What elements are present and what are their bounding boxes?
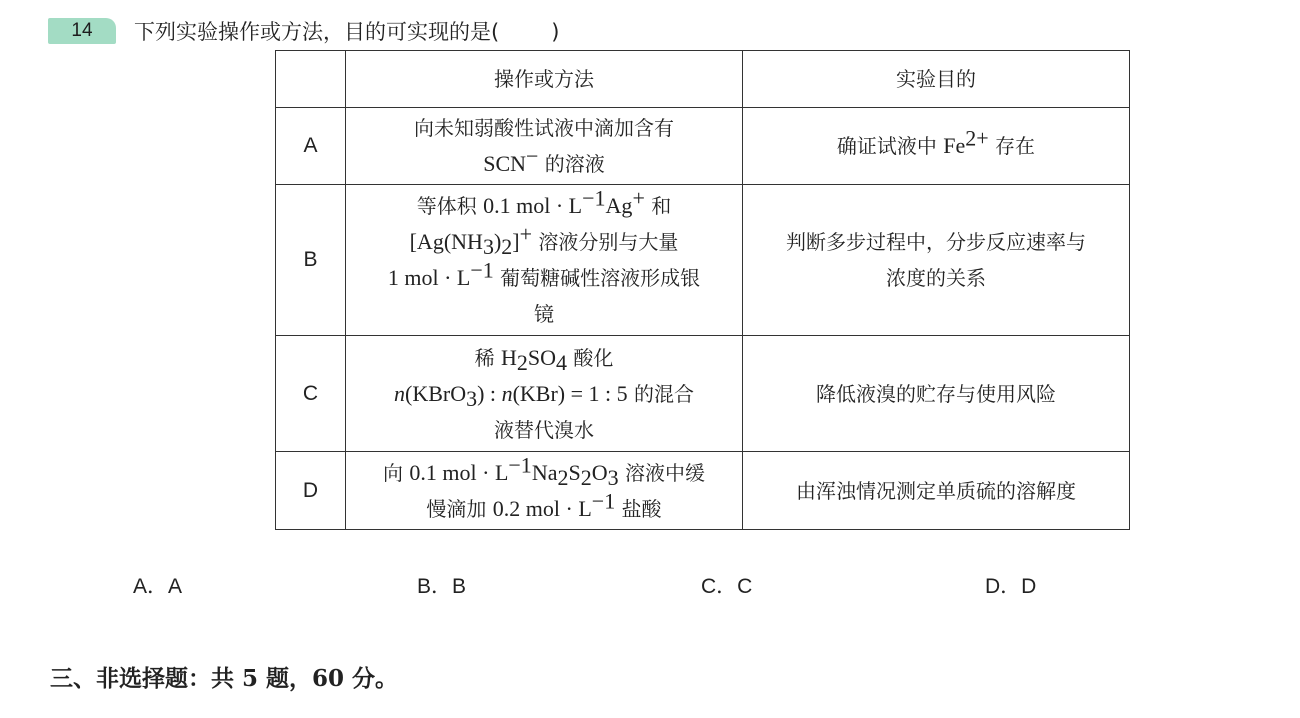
operation-line: $[Ag(NH_3)_2]^+$ 溶液分别与大量 xyxy=(409,221,679,259)
question-number-badge: 14 xyxy=(48,18,116,44)
option-c[interactable]: C．C xyxy=(701,575,753,598)
purpose-cell: 由浑浊情况测定单质硫的溶解度 xyxy=(743,452,1130,530)
option-d[interactable]: D．D xyxy=(985,575,1037,598)
question-stem-text: 下列实验操作或方法，目的可实现的是( xyxy=(134,20,500,44)
purpose-cell: 降低液溴的贮存与使用风险 xyxy=(743,336,1130,452)
row-label: A xyxy=(276,108,346,185)
table-row xyxy=(276,108,1130,185)
row-label: B xyxy=(276,185,346,336)
question-stem-end: ) xyxy=(551,20,560,44)
operation-line: 液替代溴水 xyxy=(494,417,594,442)
operation-line: 稀 $H_2SO_4$ 酸化 xyxy=(474,344,614,375)
option-a[interactable]: A．A xyxy=(133,575,183,598)
operation-line: 向未知弱酸性试液中滴加含有 xyxy=(414,116,674,140)
question-header xyxy=(48,17,559,45)
purpose-line: 判断多步过程中，分步反应速率与 xyxy=(786,230,1086,254)
operation-line: n(KBrO$_3$) : n(KBr) = 1 : 5 的混合 xyxy=(394,380,694,411)
operation-line: SCN− 的溶液 xyxy=(483,143,605,176)
table-row xyxy=(276,452,1130,530)
header-blank xyxy=(276,51,346,108)
row-label: D xyxy=(276,452,346,530)
operation-cell xyxy=(346,452,743,530)
header-purpose: 实验目的 xyxy=(743,51,1130,108)
row-label: C xyxy=(276,336,346,452)
header-operation: 操作或方法 xyxy=(346,51,743,108)
operation-cell xyxy=(346,108,743,185)
operation-cell xyxy=(346,185,743,336)
table-header-row xyxy=(276,51,1130,108)
operation-line: 慢滴加 0.2 mol · $L^{-1}$ 盐酸 xyxy=(426,487,662,521)
question-stem xyxy=(134,16,559,46)
experiment-table xyxy=(275,50,1130,530)
table-row xyxy=(276,336,1130,452)
operation-cell xyxy=(346,336,743,452)
purpose-cell xyxy=(743,185,1130,336)
operation-line: 镜 xyxy=(534,302,554,326)
purpose-cell: 确证试液中 $Fe^{2+}$ 存在 xyxy=(743,108,1130,185)
operation-line: 1 mol · $L^{-1}$ 葡萄糖碱性溶液形成银 xyxy=(387,257,701,290)
section-heading: 三、非选择题：共 5 题，60 分。 xyxy=(50,665,399,692)
table-row xyxy=(276,185,1130,336)
answer-options xyxy=(0,570,1300,600)
operation-line: 等体积 0.1 mol · $L^{-1}Ag^+$ 和 xyxy=(416,185,672,218)
purpose-line: 浓度的关系 xyxy=(886,266,986,290)
operation-line: 向 0.1 mol · $L^{-1}Na_2S_2O_3$ 溶液中缓 xyxy=(383,451,705,490)
option-b[interactable]: B．B xyxy=(417,575,467,598)
